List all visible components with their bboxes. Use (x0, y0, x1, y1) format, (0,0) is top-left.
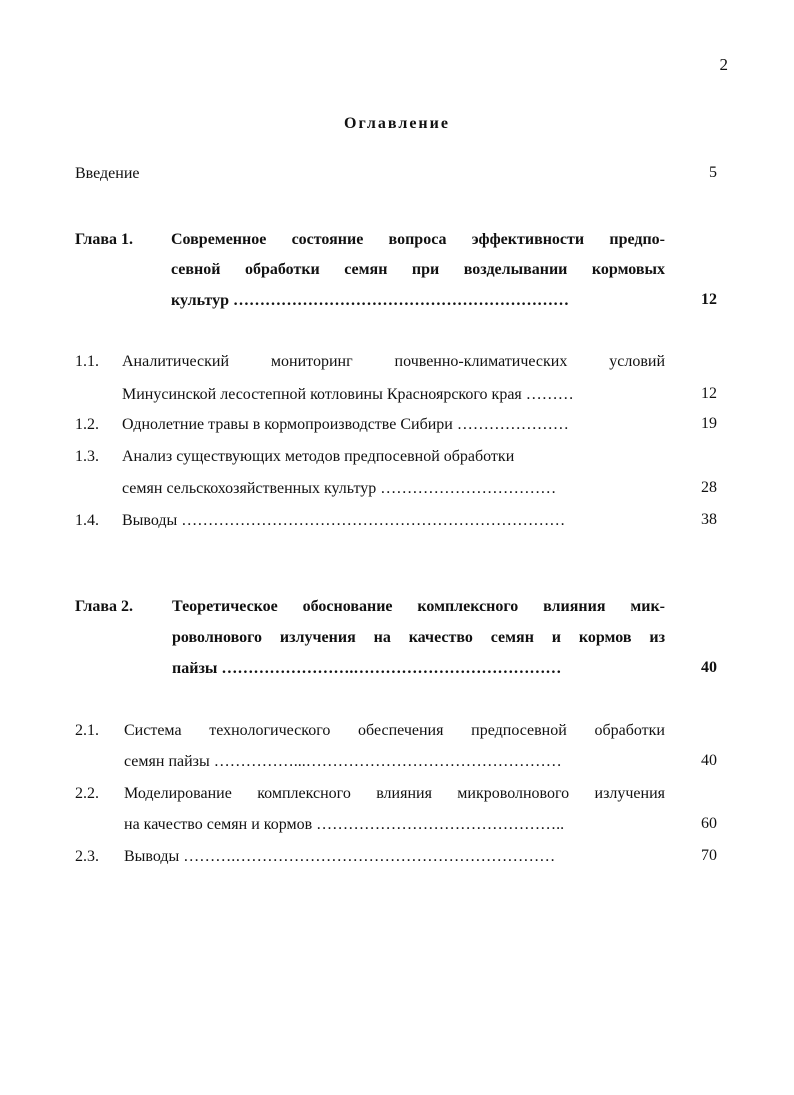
toc-item-page: 70 (701, 847, 717, 864)
toc-item-number: 2.2. (75, 785, 99, 802)
chapter1-title-line1: Современное состояние вопроса эффективности предпо- (171, 231, 665, 248)
chapter2-page: 40 (701, 659, 717, 676)
toc-item-line1: Моделирование комплексного влияния микроволнового излучения (124, 785, 665, 802)
toc-item-line1: Анализ существующих методов предпосевной обработки (122, 448, 515, 465)
toc-item-page: 38 (701, 511, 717, 528)
toc-item-line2: семян пайзы ……………...………………………………………… (124, 753, 562, 770)
page-number: 2 (719, 55, 728, 74)
chapter2-title-line3: пайзы …………………….………………………………… (172, 660, 562, 677)
chapter1-title-line3: культур ……………………………………………………… (171, 292, 569, 309)
toc-item-line1: Выводы ……….…………………………………………………… (124, 848, 556, 865)
toc-item-line2: семян сельскохозяйственных культур …………………………… (122, 480, 557, 497)
toc-intro-label: Введение (75, 165, 140, 182)
toc-item-line1: Выводы ……………………………………………………………… (122, 512, 566, 529)
toc-item-line1: Аналитический мониторинг почвенно-климатических условий (122, 353, 665, 370)
toc-item-page: 40 (701, 752, 717, 769)
toc-item-page: 60 (701, 815, 717, 832)
toc-item-page: 19 (701, 415, 717, 432)
toc-item-number: 2.1. (75, 722, 99, 739)
toc-item-line2: на качество семян и кормов ……………………………………….. (124, 816, 565, 833)
chapter1-page: 12 (701, 291, 717, 308)
chapter1-label: Глава 1. (75, 231, 133, 248)
toc-item-line1: Однолетние травы в кормопроизводстве Сибири ………………… (122, 416, 569, 433)
toc-intro-page: 5 (709, 164, 717, 181)
toc-item-number: 1.2. (75, 416, 99, 433)
toc-item-number: 2.3. (75, 848, 99, 865)
toc-item-line1: Система технологического обеспечения предпосевной обработки (124, 722, 665, 739)
toc-title: Оглавление (344, 115, 450, 132)
toc-item-number: 1.1. (75, 353, 99, 370)
chapter2-label: Глава 2. (75, 598, 133, 615)
toc-item-page: 12 (701, 385, 717, 402)
toc-item-page: 28 (701, 479, 717, 496)
chapter2-title-line2: роволнового излучения на качество семян и кормов из (172, 629, 665, 646)
chapter1-title-line2: севной обработки семян при возделывании кормовых (171, 261, 665, 278)
toc-item-number: 1.3. (75, 448, 99, 465)
chapter2-title-line1: Теоретическое обоснование комплексного влияния мик- (172, 598, 665, 615)
toc-item-number: 1.4. (75, 512, 99, 529)
toc-item-line2: Минусинской лесостепной котловины Красноярского края ……… (122, 386, 574, 403)
